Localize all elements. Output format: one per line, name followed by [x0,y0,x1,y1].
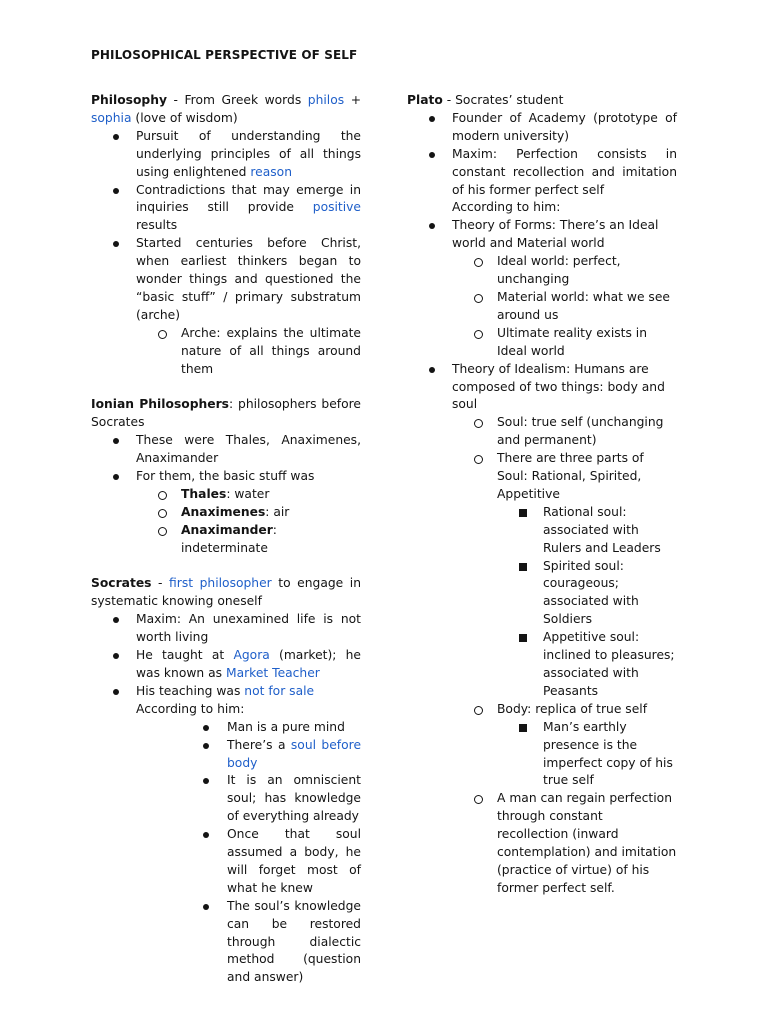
plato-heading: Plato [407,93,443,107]
list-item: Founder of Academy (prototype of modern university) [407,110,677,146]
bullet-circle-icon [158,527,167,536]
bullet-dot-icon [113,188,119,194]
list-item: Started centuries before Christ, when earliest thinkers began to wonder things and questioned the “basic stuff” / primary substratum (arche) [91,235,361,325]
list-item: Arche: explains the ultimate nature of all things around them [91,325,361,379]
list-item: There are three parts of Soul: Rational, Spirited, Appetitive [407,450,677,504]
bullet-dot-icon [113,689,119,695]
perfection-list [407,790,677,897]
list-item: Thales: water [91,486,361,504]
list-item: Rational soul: associated with Rulers and Leaders [407,504,677,558]
list-item: It is an omniscient soul; has knowledge of everything already [91,772,361,826]
ionian-heading: Ionian Philosophers [91,397,229,412]
list-item: Maxim: An unexamined life is not worth living [91,611,361,647]
bullet-dot-icon [203,743,209,749]
plato-list [407,110,677,253]
list-item: There’s a soul before body [91,737,361,773]
bullet-circle-icon [158,491,167,500]
first-philosopher-term: first philosopher [169,576,272,591]
list-item: Pursuit of understanding the underlying principles of all things using enlightened reason [91,128,361,182]
bullet-dot-icon [113,653,119,659]
bullet-circle-icon [158,509,167,518]
bullet-square-icon [519,724,527,732]
list-item: Maxim: Perfection consists in constant recollection and imitation of his former perfect self According to him: [407,146,677,218]
reason-term: reason [250,164,293,179]
list-item: Man is a pure mind [91,719,361,737]
socrates-beliefs-list [91,719,361,988]
list-item: Anaximenes: air [91,504,361,522]
soul-before-body-term: soul before body [227,737,362,770]
list-item: For them, the basic stuff was [91,468,361,486]
bullet-circle-icon [474,795,483,804]
bullet-dot-icon [113,134,119,140]
philos-term: philos [307,93,345,107]
list-item: Once that soul assumed a body, he will forget most of what he knew [91,826,361,898]
basic-stuff-list [91,486,361,558]
bullet-dot-icon [203,778,209,784]
list-item: The soul’s knowledge can be restored through dialectic method (question and answer) [91,898,361,988]
bullet-circle-icon [474,455,483,464]
bullet-square-icon [519,634,527,642]
left-column [91,92,361,987]
bullet-circle-icon [474,706,483,715]
bullet-dot-icon [429,367,435,373]
soul-parts-list [407,504,677,701]
bullet-circle-icon [474,294,483,303]
ionian-intro: Ionian Philosophers: philosophers before Socrates [91,397,361,430]
bullet-circle-icon [474,258,483,267]
bullet-dot-icon [113,474,119,480]
list-item: Anaximander: indeterminate [91,522,361,558]
theory-of-forms-list [407,253,677,360]
not-for-sale-term: not for sale [244,683,315,698]
bullet-circle-icon [474,330,483,339]
philosophy-heading: Philosophy [91,93,167,107]
right-column [407,92,677,898]
body-detail-list [407,719,677,791]
bullet-circle-icon [474,419,483,428]
market-teacher-term: Market Teacher [225,665,320,680]
agora-term: Agora [233,648,270,663]
bullet-square-icon [519,509,527,517]
socrates-heading: Socrates [91,576,152,591]
bullet-dot-icon [203,904,209,910]
body-list [407,701,677,719]
list-item: Appetitive soul: inclined to pleasures; associated with Peasants [407,629,677,701]
bullet-dot-icon [113,241,119,247]
philosophy-intro: Philosophy - From Greek words philos + sophia (love of wisdom) [91,93,361,125]
list-item: A man can regain perfection through constant recollection (inward contemplation) and imitation (practice of virtue) of his former perfect self. [407,790,677,897]
plato-list-cont [407,361,677,415]
list-item: Spirited soul: courageous; associated with Soldiers [407,558,677,630]
bullet-circle-icon [158,330,167,339]
socrates-intro: Socrates - first philosopher to engage in systematic knowing oneself [91,576,361,609]
list-item: These were Thales, Anaximenes, Anaximander [91,432,361,468]
list-item: Theory of Forms: There’s an Ideal world and Material world [407,217,677,253]
list-item: Ideal world: perfect, unchanging [407,253,677,289]
philosophy-list [91,128,361,325]
bullet-dot-icon [203,832,209,838]
sophia-term: sophia [91,110,132,125]
positive-term: positive [312,200,361,215]
plato-intro: Plato - Socrates’ student [407,93,564,107]
list-item: Ultimate reality exists in Ideal world [407,325,677,361]
bullet-dot-icon [429,223,435,229]
bullet-dot-icon [113,617,119,623]
bullet-square-icon [519,563,527,571]
socrates-list [91,611,361,718]
list-item: Theory of Idealism: Humans are composed of two things: body and soul [407,361,677,415]
list-item: Contradictions that may emerge in inquiries still provide positive results [91,182,361,236]
ionian-list [91,432,361,486]
list-item: Man’s earthly presence is the imperfect copy of his true self [407,719,677,791]
list-item: Soul: true self (unchanging and permanent) [407,414,677,450]
page-title: PHILOSOPHICAL PERSPECTIVE OF SELF [91,48,358,62]
bullet-dot-icon [429,152,435,158]
list-item: His teaching was not for sale According to him: [91,683,361,719]
list-item: He taught at Agora (market); he was known as Market Teacher [91,647,361,683]
arche-list [91,325,361,379]
list-item: Body: replica of true self [407,701,677,719]
bullet-dot-icon [113,438,119,444]
list-item: Material world: what we see around us [407,289,677,325]
bullet-dot-icon [429,116,435,122]
bullet-dot-icon [203,725,209,731]
theory-of-idealism-list [407,414,677,504]
